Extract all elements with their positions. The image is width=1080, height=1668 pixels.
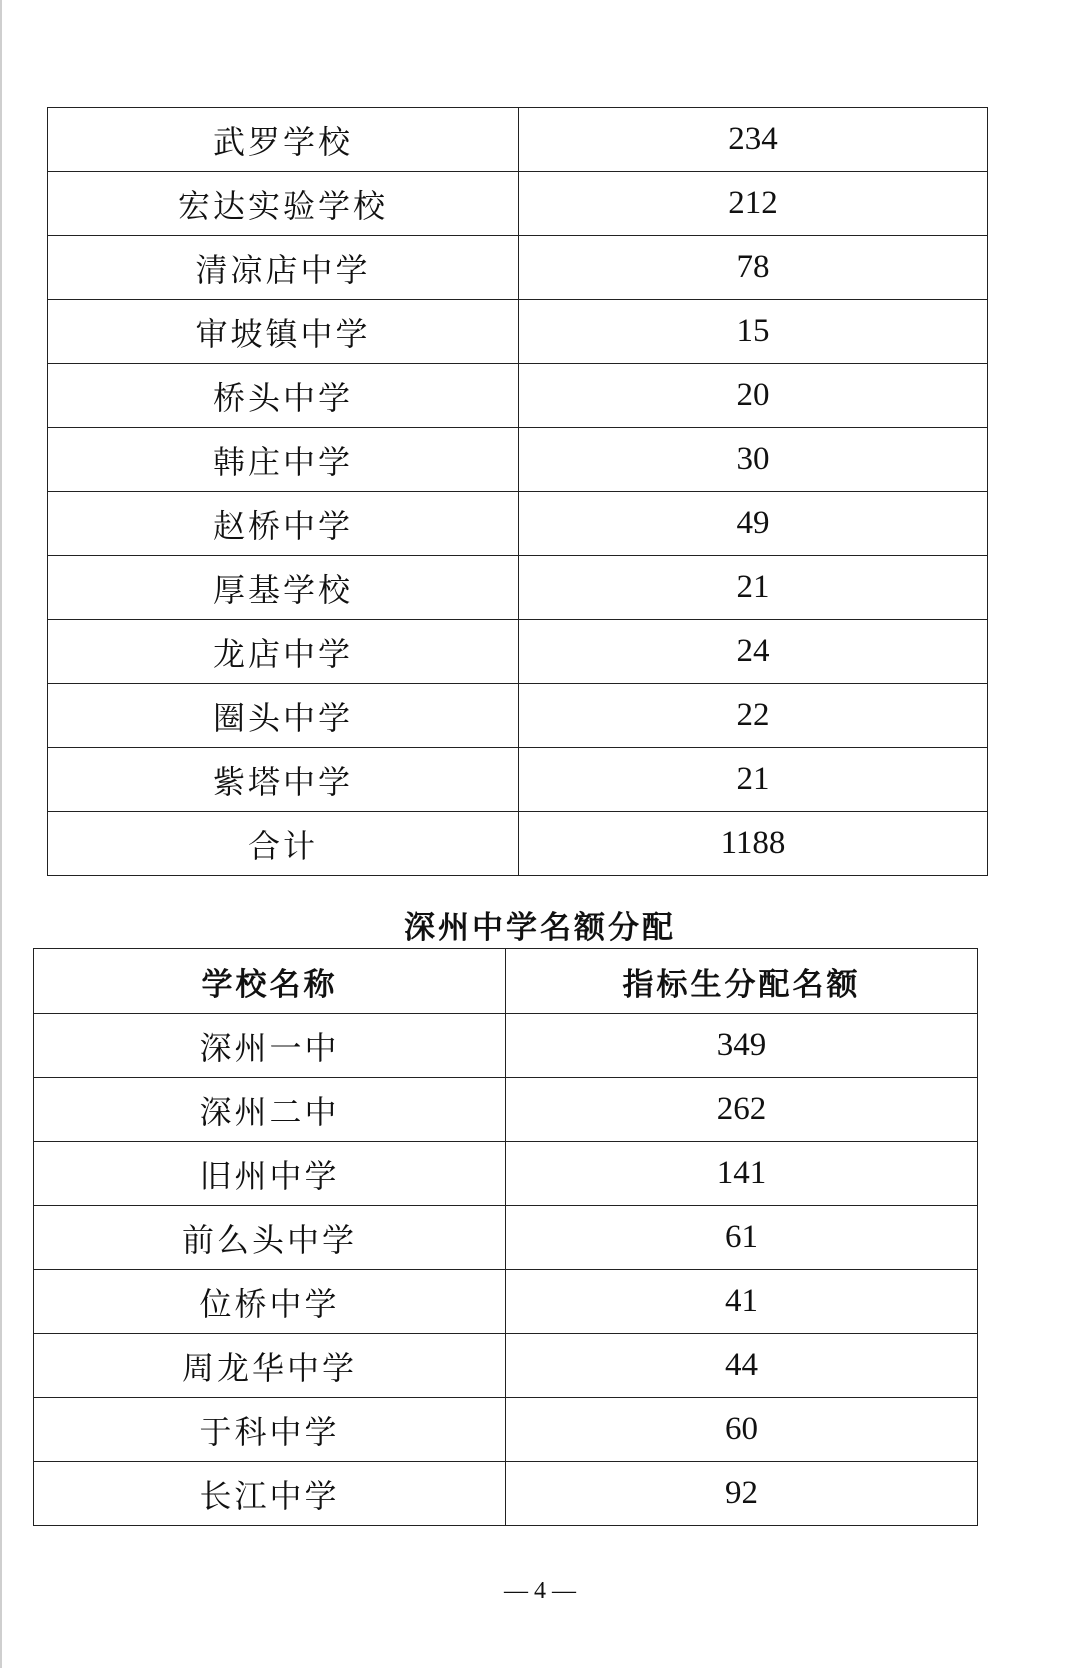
quota-cell: 234 [519, 108, 988, 172]
school-name-cell: 清凉店中学 [48, 236, 519, 300]
quota-cell: 41 [506, 1270, 978, 1334]
table-row [34, 1142, 978, 1206]
table-row [48, 684, 988, 748]
school-name-cell: 龙店中学 [48, 620, 519, 684]
header-quota: 指标生分配名额 [506, 949, 978, 1014]
table-row [48, 492, 988, 556]
total-row [48, 812, 988, 876]
quota-cell: 44 [506, 1334, 978, 1398]
school-name-cell: 周龙华中学 [34, 1334, 506, 1398]
quota-cell: 21 [519, 748, 988, 812]
quota-cell: 141 [506, 1142, 978, 1206]
school-name-cell: 桥头中学 [48, 364, 519, 428]
school-name-cell: 韩庄中学 [48, 428, 519, 492]
table-row [34, 1270, 978, 1334]
quota-cell: 15 [519, 300, 988, 364]
table-row [34, 1206, 978, 1270]
page-left-edge [0, 0, 2, 1668]
table-row [48, 300, 988, 364]
page-number: — 4 — [504, 1578, 576, 1604]
table-row [48, 236, 988, 300]
table-header-row [34, 949, 978, 1014]
total-label-cell: 合计 [48, 812, 519, 876]
quota-cell: 61 [506, 1206, 978, 1270]
school-name-cell: 位桥中学 [34, 1270, 506, 1334]
quota-cell: 24 [519, 620, 988, 684]
school-name-cell: 宏达实验学校 [48, 172, 519, 236]
school-name-cell: 厚基学校 [48, 556, 519, 620]
school-name-cell: 于科中学 [34, 1398, 506, 1462]
quota-cell: 20 [519, 364, 988, 428]
section-title: 深州中学名额分配 [404, 910, 676, 946]
school-name-cell: 旧州中学 [34, 1142, 506, 1206]
quota-cell: 22 [519, 684, 988, 748]
quota-cell: 21 [519, 556, 988, 620]
school-name-cell: 赵桥中学 [48, 492, 519, 556]
table-row [48, 748, 988, 812]
school-name-cell: 长江中学 [34, 1462, 506, 1526]
table-row [48, 172, 988, 236]
quota-cell: 349 [506, 1014, 978, 1078]
total-value-cell: 1188 [519, 812, 988, 876]
table-row [48, 620, 988, 684]
quota-cell: 30 [519, 428, 988, 492]
table-row [34, 1398, 978, 1462]
header-school-name: 学校名称 [34, 949, 506, 1014]
quota-cell: 92 [506, 1462, 978, 1526]
school-name-cell: 深州二中 [34, 1078, 506, 1142]
table-row [34, 1014, 978, 1078]
table-row [48, 364, 988, 428]
quota-cell: 60 [506, 1398, 978, 1462]
table-row [34, 1334, 978, 1398]
school-name-cell: 审坡镇中学 [48, 300, 519, 364]
quota-cell: 49 [519, 492, 988, 556]
shenzhou-quota-table [33, 948, 978, 1526]
school-name-cell: 前么头中学 [34, 1206, 506, 1270]
quota-cell: 212 [519, 172, 988, 236]
school-name-cell: 紫塔中学 [48, 748, 519, 812]
school-name-cell: 武罗学校 [48, 108, 519, 172]
school-name-cell: 深州一中 [34, 1014, 506, 1078]
quota-table-continued [47, 107, 988, 876]
table-row [48, 428, 988, 492]
quota-cell: 262 [506, 1078, 978, 1142]
table-row [34, 1462, 978, 1526]
table-row [34, 1078, 978, 1142]
table-row [48, 108, 988, 172]
table-row [48, 556, 988, 620]
quota-cell: 78 [519, 236, 988, 300]
school-name-cell: 圈头中学 [48, 684, 519, 748]
